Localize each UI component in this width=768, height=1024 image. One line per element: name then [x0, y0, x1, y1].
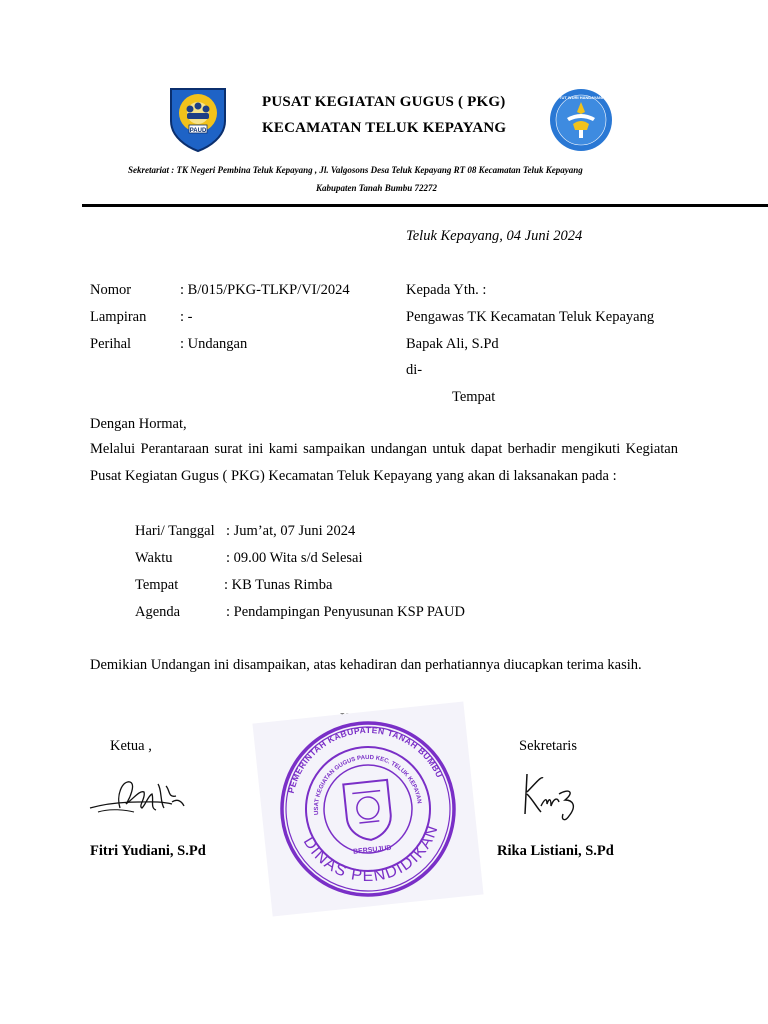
closing-sentence: Demikian Undangan ini disampaikan, atas kehadiran dan perhatiannya diucapkan terima kasih.	[90, 657, 642, 673]
left-signature	[86, 768, 190, 824]
recipient-line2: Pengawas TK Kecamatan Teluk Kepayang	[406, 309, 655, 325]
stamp	[252, 701, 483, 916]
body-paragraph: Melalui Perantaraan surat ini kami sampaikan undangan untuk dapat berhadir mengikuti Kegiatan Pusat Kegiatan Gugus ( PKG) Kecamatan Teluk Kepayang yang akan di laksanakan pada :	[90, 441, 678, 484]
stamp-seal	[252, 701, 483, 916]
stamp-emblem-icon	[343, 780, 393, 842]
header-divider	[82, 204, 768, 207]
place-date: Teluk Kepayang, 04 Juni 2024	[406, 228, 583, 244]
stamp-ring-bottom-text: DINAS PENDIDIKAN	[299, 822, 442, 886]
stamp-ring-top-text: PEMERINTAH KABUPATEN TANAH BUMBU	[285, 725, 445, 795]
lampiran-label: Lampiran	[90, 309, 147, 325]
nomor-value: : B/015/PKG-TLKP/VI/2024	[180, 282, 350, 298]
tut-wuri-logo-text: TUT WURI HANDAYANI	[559, 95, 603, 100]
recipient-line4: di-	[406, 362, 423, 378]
detail-label-time: Waktu	[135, 550, 173, 566]
header-address-line1: Sekretariat : TK Negeri Pembina Teluk Kepayang , Jl. Valgosons Desa Teluk Kepayang RT 08 Kecamatan Teluk Kepayang	[128, 165, 583, 175]
detail-value-place: : KB Tunas Rimba	[224, 577, 333, 593]
left-signer-name: Fitri Yudiani, S.Pd	[90, 843, 206, 859]
header-address-line2: Kabupaten Tanah Bumbu 72272	[316, 183, 437, 193]
detail-label-place: Tempat	[135, 577, 179, 593]
lampiran-value: : -	[180, 309, 193, 325]
stamp-inner-text: PUSAT KEGIATAN GUGUS PAUD KEC. TELUK KEPAYANG	[252, 719, 422, 816]
pkg-logo-text: PAUD	[189, 128, 207, 134]
recipient-line1: Kepada Yth. :	[406, 282, 487, 298]
left-role: Ketua ,	[110, 738, 152, 754]
detail-value-date: : Jum’at, 07 Juni 2024	[226, 523, 356, 539]
header-title-line2: KECAMATAN TELUK KEPAYANG	[262, 120, 507, 136]
perihal-value: : Undangan	[180, 336, 248, 352]
pkg-logo	[163, 83, 233, 153]
recipient-line5: Tempat	[452, 389, 496, 405]
greeting: Dengan Hormat,	[90, 416, 187, 432]
detail-value-time: : 09.00 Wita s/d Selesai	[226, 550, 363, 566]
recipient-line3: Bapak Ali, S.Pd	[406, 336, 499, 352]
detail-label-date: Hari/ Tanggal	[135, 523, 215, 539]
right-signer-name: Rika Listiani, S.Pd	[497, 843, 614, 859]
detail-value-agenda: : Pendampingan Penyusunan KSP PAUD	[226, 604, 465, 620]
nomor-label: Nomor	[90, 282, 132, 298]
header-title-line1: PUSAT KEGIATAN GUGUS ( PKG)	[262, 94, 506, 110]
svg-text:PUSAT KEGIATAN GUGUS PAUD KEC.	[252, 703, 421, 821]
tut-wuri-handayani-logo	[549, 88, 613, 152]
right-signature	[515, 770, 585, 828]
detail-label-agenda: Agenda	[135, 604, 181, 620]
stamp-center-text: BERSUJUD	[352, 844, 392, 856]
perihal-label: Perihal	[90, 336, 132, 352]
right-role: Sekretaris	[519, 738, 577, 754]
